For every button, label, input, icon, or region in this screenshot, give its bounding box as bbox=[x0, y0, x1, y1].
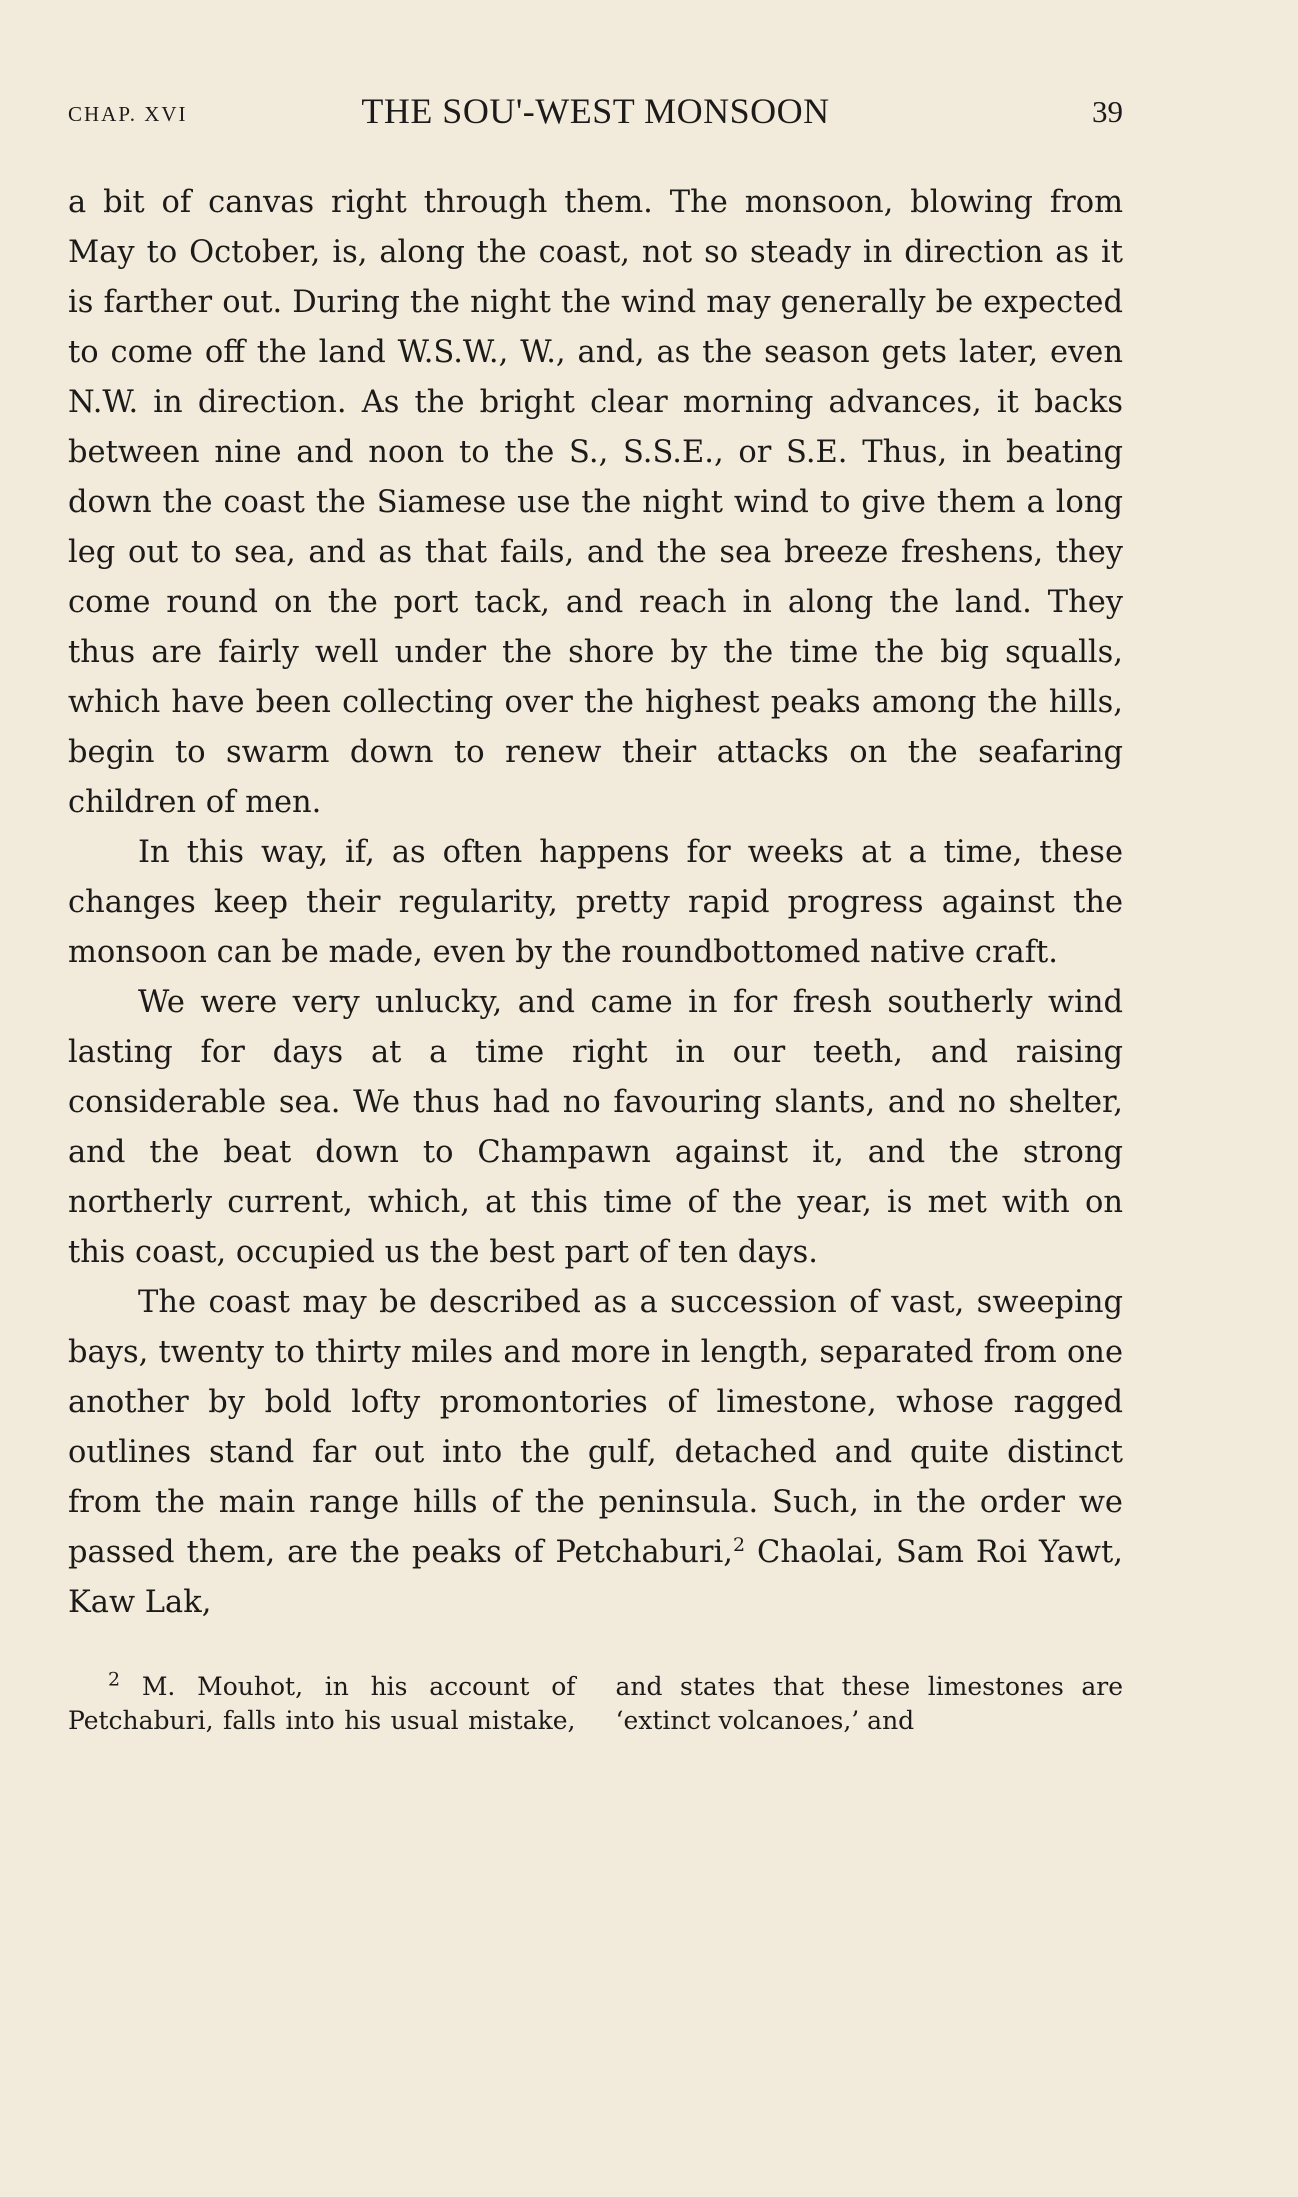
footnote-reference[interactable]: 2 bbox=[732, 1533, 746, 1556]
book-page bbox=[68, 90, 1123, 1738]
paragraph-text: The coast may be described as a succession of vast, sweeping bays, twenty to thirty miles and more in length, separated from one another by bold lofty promontories of limestone, whose ragged outlines stand far out into the gulf, detached and quite distinct from the main range hills of the peninsula. Such, in the order we passed them, are the peaks of Petchaburi, bbox=[68, 1285, 1123, 1570]
footnote-body: M. Mouhot, in his account of Petchaburi, falls into his usual mistake, and states that these limestones are ‘extinct volcanoes,’ and bbox=[68, 1672, 1123, 1735]
chapter-label: CHAP. XVI bbox=[68, 102, 188, 126]
footnote-text bbox=[68, 1670, 1123, 1738]
footnote-marker: 2 bbox=[108, 1668, 121, 1691]
paragraph: In this way, if, as often happens for weeks at a time, these changes keep their regularity, pretty rapid progress against the monsoon can be made, even by the roundbottomed native craft. bbox=[68, 835, 1123, 970]
page-number: 39 bbox=[1092, 94, 1123, 129]
footnote bbox=[68, 1670, 1123, 1738]
running-head bbox=[68, 90, 1123, 136]
paragraph-text: Chaolai, Sam Roi Yawt, Kaw Lak, bbox=[68, 1535, 1123, 1620]
paragraph: We were very unlucky, and came in for fresh southerly wind lasting for days at a time right in our teeth, and raising considerable sea. We thus had no favouring slants, and no shelter, and the beat down to Champawn against it, and the strong northerly current, which, at this time of the year, is met with on this coast, occupied us the best part of ten days. bbox=[68, 985, 1123, 1270]
paragraph bbox=[68, 1278, 1123, 1628]
running-title: THE SOU'-WEST MONSOON bbox=[361, 91, 830, 131]
paragraph: a bit of canvas right through them. The monsoon, blowing from May to October, is, along the coast, not so steady in direction as it is farther out. During the night the wind may generally be expected to come off the land W.S.W., W., and, as the season gets later, even N.W. in direction. As the bright clear morning advances, it backs between nine and noon to the S., S.S.E., or S.E. Thus, in beating down the coast the Siamese use the night wind to give them a long leg out to sea, and as that fails, and the sea breeze freshens, they come round on the port tack, and reach in along the land. They thus are fairly well under the shore by the time the big squalls, which have been collecting over the highest peaks among the hills, begin to swarm down to renew their attacks on the seafaring children of men. bbox=[68, 185, 1123, 820]
body-text bbox=[68, 178, 1123, 1628]
